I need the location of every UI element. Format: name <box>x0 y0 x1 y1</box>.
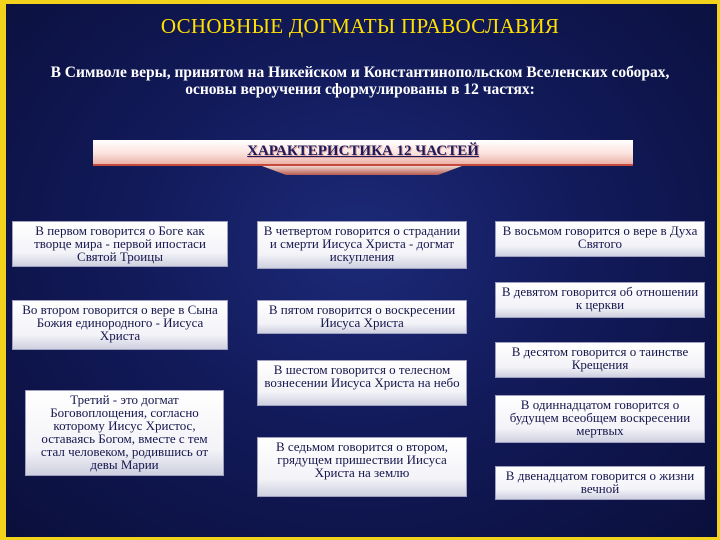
part-5-text: В пятом говорится о воскресении Иисуса Христа <box>268 302 456 330</box>
part-12-box <box>495 466 705 500</box>
part-1-box <box>12 221 228 267</box>
part-11-text: В одиннадцатом говорится о будущем всеобщем воскресении мертвых <box>509 397 691 438</box>
part-2-text: Во втором говорится о вере в Сына Божия единородного - Иисуса Христа <box>22 302 218 343</box>
part-7-text: В седьмом говорится о втором, грядущем пришествии Иисуса Христа на землю <box>275 439 449 480</box>
slide-title: ОСНОВНЫЕ ДОГМАТЫ ПРАВОСЛАВИЯ <box>160 14 560 38</box>
part-9-box <box>495 282 705 318</box>
part-3-text: Третий - это догмат Боговоплощения, согласно которому Иисус Христос, оставаясь Богом, вместе с тем стал человеком, родившись от девы Марии <box>40 392 209 472</box>
part-5-box <box>257 300 467 334</box>
part-12-text: В двенадцатом говорится о жизни вечной <box>505 468 695 496</box>
part-11-box <box>495 395 705 443</box>
part-1-text: В первом говорится о Боге как творце мира - первой ипостаси Святой Троицы <box>34 223 206 264</box>
part-8-text: В восьмом говорится о вере в Духа Святого <box>502 223 698 251</box>
part-6-box <box>257 360 467 406</box>
part-8-box <box>495 221 705 257</box>
part-2-box <box>12 300 228 350</box>
part-4-text: В четвертом говорится о страдании и смерти Иисуса Христа - догмат искупления <box>263 223 461 264</box>
part-3-box <box>25 390 224 476</box>
part-7-box <box>257 437 467 497</box>
part-10-text: В десятом говорится о таинстве Крещения <box>511 344 689 372</box>
part-4-box <box>257 221 467 269</box>
intro-text: В Символе веры, принятом на Никейском и Константинопольском Вселенских соборах, основы вероучения сформулированы в 12 частях: <box>50 64 670 98</box>
slide-border-top <box>0 0 720 4</box>
part-10-box <box>495 342 705 378</box>
part-6-text: В шестом говорится о телесном вознесении Иисуса Христа на небо <box>264 362 460 390</box>
slide-border-left <box>0 0 6 540</box>
banner-decoration <box>262 166 462 175</box>
section-banner <box>93 140 633 166</box>
part-9-text: В девятом говорится об отношении к церкви <box>501 284 699 312</box>
section-banner-label: ХАРАКТЕРИСТИКА 12 ЧАСТЕЙ <box>247 143 479 159</box>
